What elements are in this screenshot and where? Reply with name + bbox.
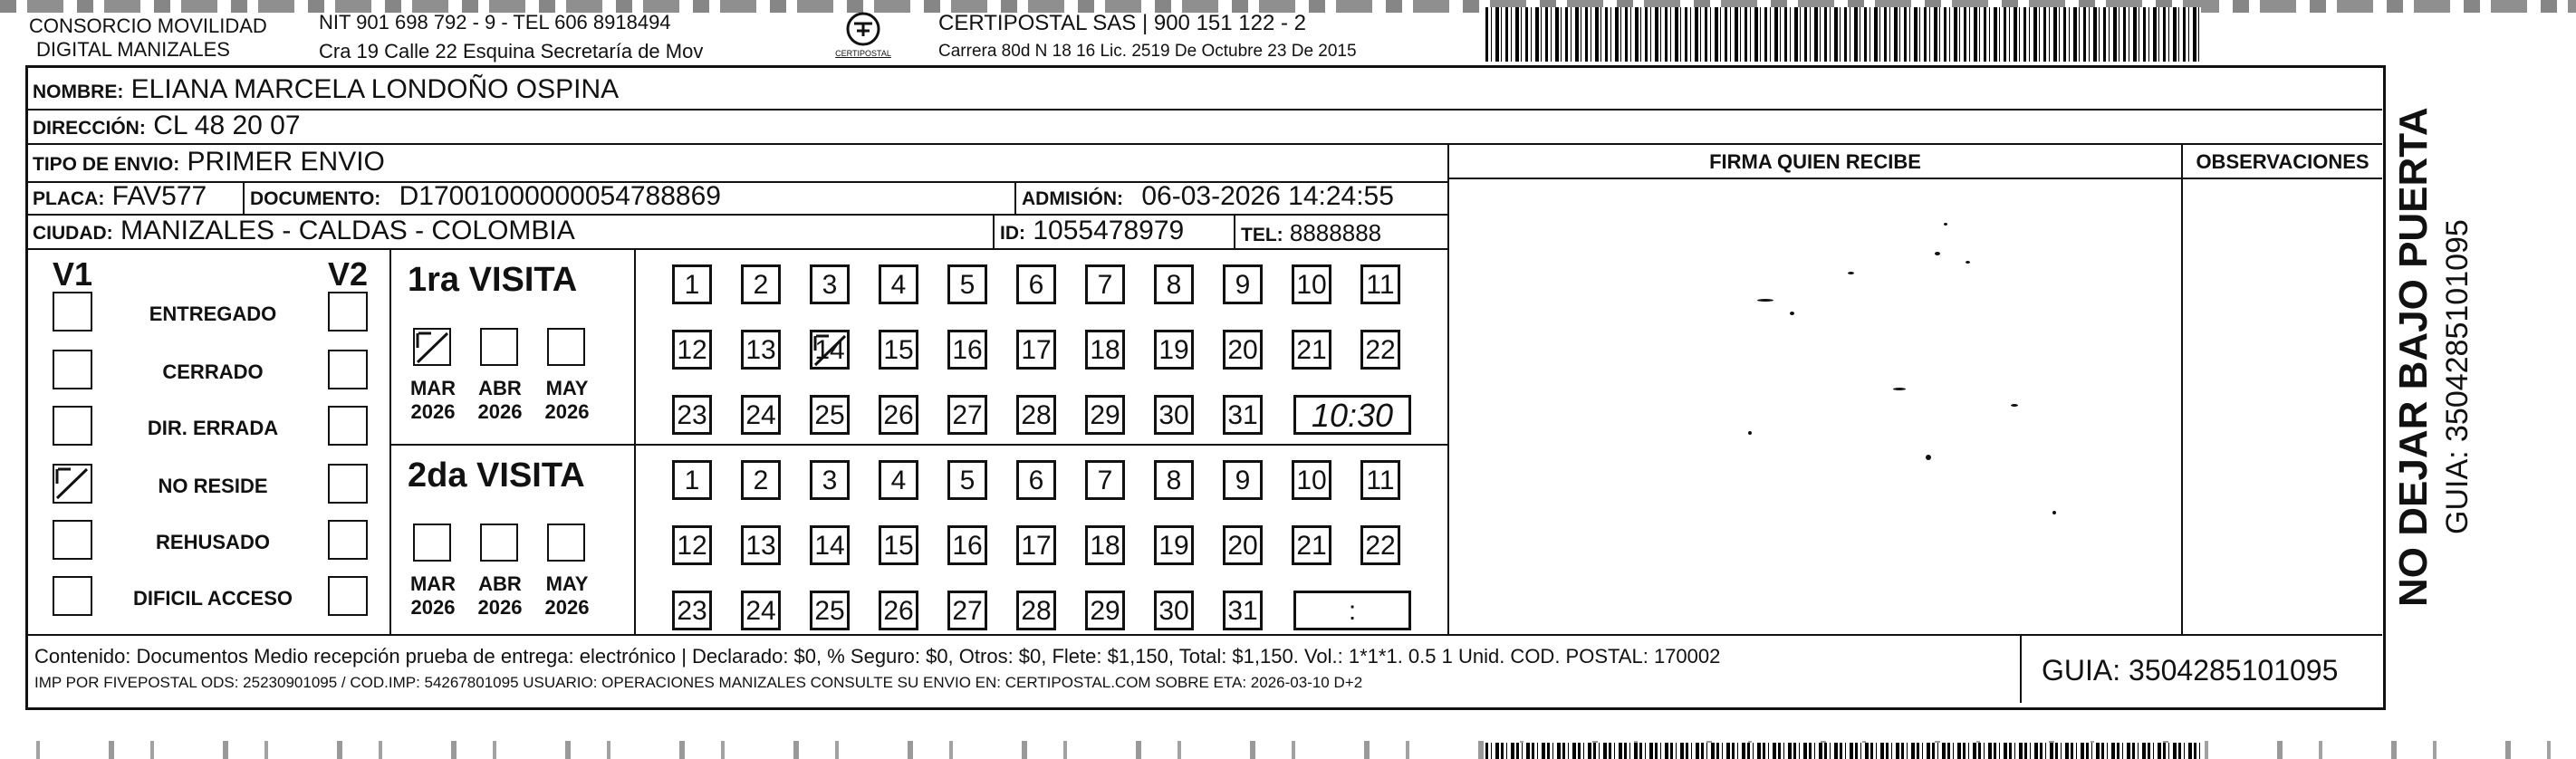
v2-label: V2 (328, 255, 369, 293)
rule (2020, 634, 2022, 703)
day-box[interactable]: 17 (1016, 525, 1056, 565)
day-box[interactable]: 11 (1360, 460, 1400, 500)
v1-checkbox[interactable] (53, 292, 92, 331)
day-box[interactable]: 18 (1085, 525, 1125, 565)
month-checkbox[interactable] (480, 524, 518, 562)
day-box[interactable]: 31 (1223, 395, 1263, 435)
admision-label: ADMISIÓN: (1022, 188, 1123, 209)
admision-cell (1022, 181, 1394, 215)
day-box[interactable]: 22 (1360, 330, 1400, 370)
month-name: MAY (545, 572, 589, 595)
ciudad-label: CIUDAD: (33, 223, 113, 244)
company-contact (319, 11, 703, 63)
day-box[interactable]: 10 (1292, 264, 1331, 304)
status-reason-label: DIFICIL ACCESO (132, 587, 293, 610)
company-line-1: CONSORCIO MOVILIDAD (29, 14, 267, 37)
visit-title: 2da VISITA (408, 456, 585, 495)
day-box[interactable]: 21 (1292, 330, 1331, 370)
month-year: 2026 (410, 596, 456, 619)
rule (1449, 178, 2382, 179)
no-dejar-text: NO DEJAR BAJO PUERTA (2391, 107, 2436, 607)
day-box[interactable]: 6 (1016, 460, 1056, 500)
month-name: ABR (478, 377, 522, 399)
placa-label: PLACA: (33, 188, 105, 209)
contenido-text: Contenido: Documentos Medio recepción prueba de entrega: electrónico | Declarado: $0, % Seguro: $0, Otros: $0, Flete: $1,150, Total: $1,150. Vol.: 1*1*1. 0.5 1 Unid. COD. POSTAL: 170002 (34, 645, 1721, 668)
day-box[interactable]: 15 (879, 330, 918, 370)
day-box[interactable]: 23 (672, 395, 712, 435)
tipo-envio-row (33, 147, 385, 180)
barcode-bottom (1485, 743, 2201, 759)
id-value: 1055478979 (1033, 216, 1185, 245)
month-name: MAY (545, 377, 589, 399)
time-box[interactable]: : (1293, 591, 1411, 630)
tel-value: 8888888 (1289, 219, 1382, 246)
certipostal-line-2: Carrera 80d N 18 16 Lic. 2519 De Octubre 23 De 2015 (938, 42, 1357, 61)
day-box[interactable]: 10 (1292, 460, 1331, 500)
nombre-label: NOMBRE: (33, 82, 124, 102)
v2-checkbox[interactable] (328, 464, 368, 504)
status-reason-label: DIR. ERRADA (147, 417, 279, 439)
company-name (29, 14, 267, 62)
month-label (406, 377, 460, 424)
month-year: 2026 (544, 596, 590, 619)
day-box[interactable]: 24 (741, 395, 781, 435)
day-box[interactable]: 3 (810, 460, 850, 500)
day-box[interactable]: 3 (810, 264, 850, 304)
day-box[interactable]: 28 (1016, 395, 1056, 435)
day-box[interactable]: 27 (947, 395, 987, 435)
placa-value: FAV577 (111, 181, 207, 211)
day-box[interactable]: 29 (1085, 591, 1125, 630)
day-box[interactable]: 8 (1154, 264, 1194, 304)
day-box[interactable]: 20 (1223, 525, 1263, 565)
rule (634, 248, 636, 634)
rule (1014, 181, 1016, 214)
tipo-envio-label: TIPO DE ENVIO: (33, 154, 180, 175)
day-box[interactable]: 16 (947, 525, 987, 565)
v2-checkbox[interactable] (328, 292, 368, 331)
day-box[interactable]: 5 (947, 460, 987, 500)
day-box[interactable]: 4 (879, 460, 918, 500)
day-box[interactable]: 23 (672, 591, 712, 630)
day-box[interactable]: 19 (1154, 525, 1194, 565)
month-checkbox[interactable] (413, 524, 451, 562)
guia-box: GUIA: 3504285101095 (2042, 654, 2339, 687)
month-checkbox[interactable] (413, 328, 451, 366)
direccion-row (33, 110, 301, 144)
month-label (473, 572, 527, 620)
day-box[interactable]: 8 (1154, 460, 1194, 500)
day-box[interactable]: 17 (1016, 330, 1056, 370)
v2-checkbox[interactable] (328, 406, 368, 446)
month-label (540, 572, 594, 620)
observaciones-header: OBSERVACIONES (2196, 150, 2369, 173)
tipo-envio-value: PRIMER ENVIO (187, 147, 385, 177)
rule (389, 444, 1449, 446)
nombre-value: ELIANA MARCELA LONDOÑO OSPINA (130, 74, 620, 104)
day-box[interactable]: 9 (1223, 460, 1263, 500)
status-reason-label: REHUSADO (156, 531, 270, 553)
day-box[interactable]: 2 (741, 264, 781, 304)
day-box[interactable]: 30 (1154, 395, 1194, 435)
certipostal-logo (824, 9, 902, 63)
v2-checkbox[interactable] (328, 520, 368, 560)
month-name: MAR (409, 572, 457, 595)
month-year: 2026 (544, 400, 590, 423)
documento-value: D17001000000054788869 (399, 181, 721, 211)
day-box[interactable]: 5 (947, 264, 987, 304)
day-box[interactable]: 16 (947, 330, 987, 370)
rule (2181, 143, 2183, 634)
day-box[interactable]: 28 (1016, 591, 1056, 630)
day-box[interactable]: 14 (810, 330, 850, 370)
id-cell (1000, 216, 1184, 249)
v1-checkbox[interactable] (53, 576, 92, 616)
month-label (473, 377, 527, 424)
rule (1234, 214, 1235, 248)
direccion-label: DIRECCIÓN: (33, 118, 146, 139)
month-label (540, 377, 594, 424)
logo-text: CERTIPOSTAL (835, 49, 891, 58)
admision-value: 06-03-2026 14:24:55 (1141, 181, 1394, 211)
day-box[interactable]: 12 (672, 330, 712, 370)
day-box[interactable]: 22 (1360, 525, 1400, 565)
day-box[interactable]: 6 (1016, 264, 1056, 304)
month-year: 2026 (477, 400, 523, 423)
status-reason-label: CERRADO (162, 360, 264, 383)
month-year: 2026 (410, 400, 456, 423)
v1-checkbox[interactable] (53, 350, 92, 389)
month-year: 2026 (477, 596, 523, 619)
day-box[interactable]: 2 (741, 460, 781, 500)
day-box[interactable]: 29 (1085, 395, 1125, 435)
day-box[interactable]: 31 (1223, 591, 1263, 630)
direccion-value: CL 48 20 07 (153, 110, 301, 140)
day-box[interactable]: 19 (1154, 330, 1194, 370)
ciudad-value: MANIZALES - CALDAS - COLOMBIA (120, 216, 575, 245)
day-box[interactable]: 25 (810, 591, 850, 630)
certipostal-info (938, 11, 1357, 62)
v2-checkbox[interactable] (328, 350, 368, 389)
rule (27, 109, 2382, 110)
imp-text: IMP POR FIVEPOSTAL ODS: 25230901095 / COD.IMP: 54267801095 USUARIO: OPERACIONES MANIZALES CONSULTE SU ENVIO EN: CERTIPOSTAL.COM SOBRE ETA: 2026-03-10 D+2 (34, 674, 1363, 691)
month-label (406, 572, 460, 620)
tel-cell (1241, 217, 1381, 251)
documento-label: DOCUMENTO: (250, 188, 381, 209)
placa-cell (33, 181, 207, 215)
documento-cell (250, 181, 721, 215)
day-box[interactable]: 13 (741, 330, 781, 370)
nit-line: NIT 901 698 792 - 9 - TEL 606 8918494 (319, 11, 671, 34)
month-checkbox[interactable] (547, 524, 585, 562)
side-guia-text: GUIA: 3504285101095 (2440, 219, 2475, 534)
check-mark-icon (415, 330, 451, 366)
day-box[interactable]: 9 (1223, 264, 1263, 304)
day-box[interactable]: 18 (1085, 330, 1125, 370)
day-box[interactable]: 11 (1360, 264, 1400, 304)
v1-label: V1 (53, 255, 93, 293)
barcode-top (1485, 7, 2201, 62)
v1-checkbox[interactable] (53, 406, 92, 446)
month-checkbox[interactable] (547, 328, 585, 366)
firma-header: FIRMA QUIEN RECIBE (1709, 150, 1921, 173)
check-mark-icon (812, 332, 849, 369)
check-mark-icon (54, 466, 91, 502)
day-box[interactable]: 12 (672, 525, 712, 565)
day-box[interactable]: 26 (879, 591, 918, 630)
month-name: MAR (409, 377, 457, 399)
day-box[interactable]: 14 (810, 525, 850, 565)
ciudad-row (33, 216, 575, 249)
tel-label: TEL: (1241, 225, 1283, 245)
certipostal-line-1: CERTIPOSTAL SAS | 900 151 122 - 2 (938, 11, 1306, 35)
status-reason-label: ENTREGADO (149, 303, 277, 325)
day-box[interactable]: 4 (879, 264, 918, 304)
v1-checkbox[interactable] (53, 464, 92, 504)
day-box[interactable]: 1 (672, 460, 712, 500)
day-box[interactable]: 15 (879, 525, 918, 565)
v2-checkbox[interactable] (328, 576, 368, 616)
day-box[interactable]: 7 (1085, 264, 1125, 304)
v1-checkbox[interactable] (53, 520, 92, 560)
time-box[interactable]: 10:30 (1293, 395, 1411, 435)
rule (243, 181, 245, 214)
rule (27, 634, 2382, 636)
day-box[interactable]: 27 (947, 591, 987, 630)
nombre-row (33, 74, 619, 108)
rule (389, 248, 391, 634)
month-name: ABR (478, 572, 522, 595)
status-reason-label: NO RESIDE (158, 475, 268, 497)
company-line-2: DIGITAL MANIZALES (36, 38, 230, 61)
visit-title: 1ra VISITA (408, 261, 578, 299)
day-box[interactable]: 21 (1292, 525, 1331, 565)
rule (993, 214, 995, 248)
day-box[interactable]: 20 (1223, 330, 1263, 370)
day-box[interactable]: 7 (1085, 460, 1125, 500)
day-box[interactable]: 26 (879, 395, 918, 435)
rule (1447, 143, 1449, 634)
address-line: Cra 19 Calle 22 Esquina Secretaría de Mov (319, 40, 704, 62)
day-box[interactable]: 25 (810, 395, 850, 435)
day-box[interactable]: 24 (741, 591, 781, 630)
day-box[interactable]: 1 (672, 264, 712, 304)
day-box[interactable]: 13 (741, 525, 781, 565)
day-box[interactable]: 30 (1154, 591, 1194, 630)
month-checkbox[interactable] (480, 328, 518, 366)
rule (27, 143, 2382, 145)
id-label: ID: (1000, 223, 1025, 244)
